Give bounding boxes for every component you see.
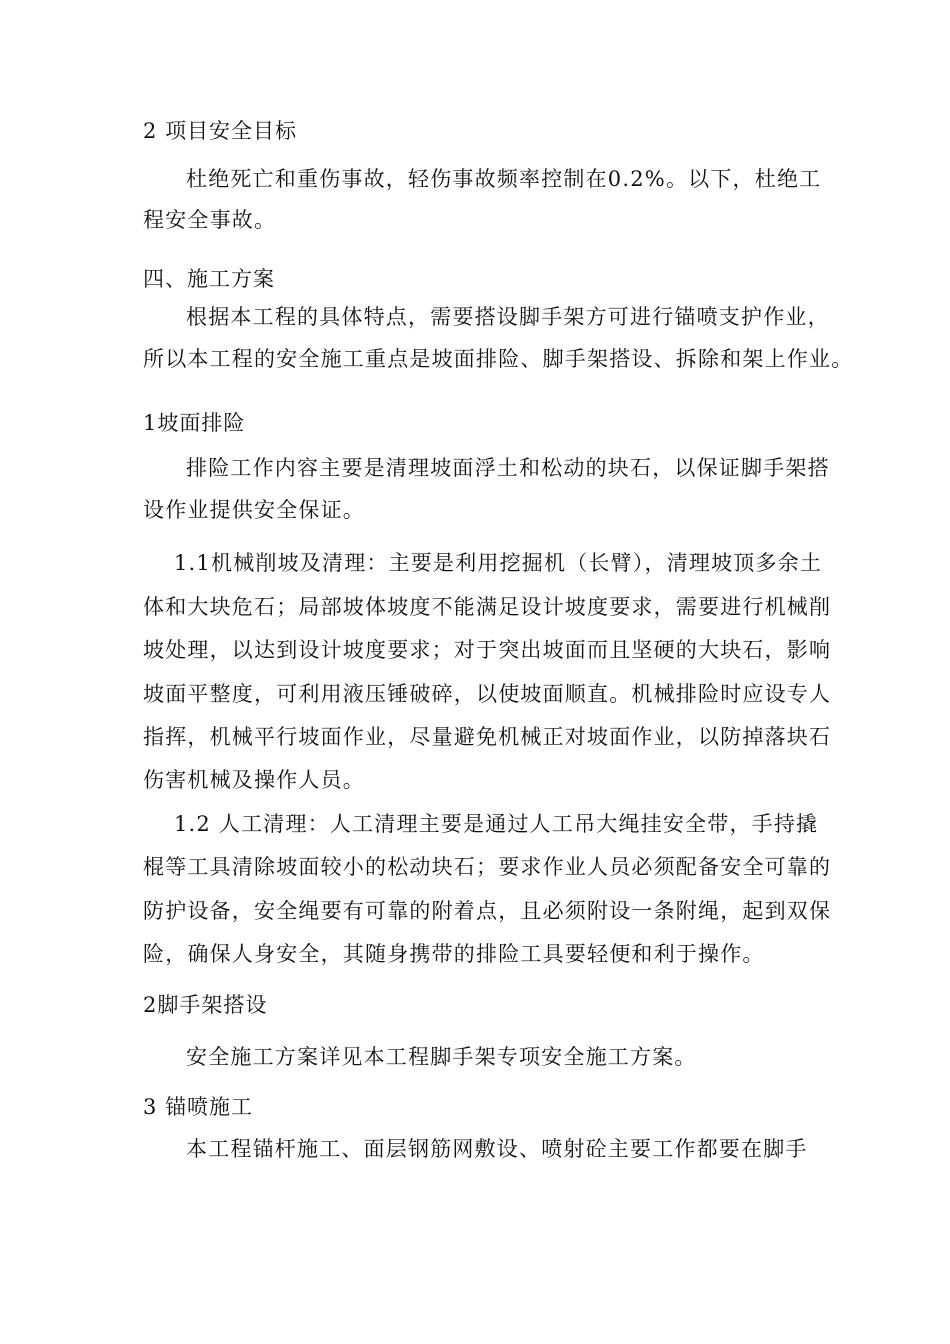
paragraph-line: 伤害机械及操作人员。 (143, 768, 365, 792)
paragraph-line: 体和大块危石；局部坡体坡度不能满足设计坡度要求，需要进行机械削 (143, 595, 832, 619)
heading-construction-plan: 四、施工方案 (143, 267, 275, 291)
heading-slope-clearing (143, 408, 245, 438)
paragraph-line: 排险工作内容主要是清理坡面浮土和松动的块石，以保证脚手架搭 (186, 456, 830, 480)
heading-scaffold (143, 990, 267, 1020)
paragraph-line: 坡面平整度，可利用液压锤破碎，以使坡面顺直。机械排险时应设专人 (143, 682, 832, 706)
paragraph-line: 本工程锚杆施工、面层钢筋网敷设、喷射砼主要工作都要在脚手 (186, 1137, 808, 1161)
heading-safety-goal (143, 116, 297, 146)
heading-text: 坡面排险 (157, 411, 246, 435)
paragraph-line: 棍等工具清除坡面较小的松动块石；要求作业人员必须配备安全可靠的 (143, 855, 832, 879)
heading-text: 锚喷施工 (165, 1095, 254, 1119)
heading-number: 2 (143, 119, 158, 143)
paragraph-line: 1.1机械削坡及清理：主要是利用挖掘机（长臂），清理坡顶多余土 (174, 551, 823, 575)
heading-number: 2 (143, 993, 158, 1017)
paragraph-line: 根据本工程的具体特点，需要搭设脚手架方可进行锚喷支护作业， (186, 305, 830, 329)
heading-number: 1 (143, 411, 158, 435)
heading-number: 3 (143, 1095, 158, 1119)
paragraph-line: 指挥，机械平行坡面作业，尽量避免机械正对坡面作业，以防掉落块石 (143, 725, 832, 749)
paragraph-line: 安全施工方案详见本工程脚手架专项安全施工方案。 (186, 1045, 697, 1069)
paragraph-line: 设作业提供安全保证。 (143, 498, 365, 522)
paragraph-line: 险，确保人身安全，其随身携带的排险工具要轻便和利于操作。 (143, 942, 765, 966)
paragraph-line: 所以本工程的安全施工重点是坡面排险、脚手架搭设、拆除和架上作业。 (143, 347, 854, 371)
heading-text: 项目安全目标 (165, 119, 298, 143)
paragraph-line: 1.2 人工清理：人工清理主要是通过人工吊大绳挂安全带，手持撬 (174, 812, 819, 836)
heading-text: 脚手架搭设 (157, 993, 268, 1017)
paragraph-line: 程安全事故。 (143, 208, 277, 232)
paragraph-line: 防护设备，安全绳要有可靠的附着点，且必须附设一条附绳，起到双保 (143, 899, 832, 923)
heading-anchor-spray (143, 1092, 253, 1122)
paragraph-line: 坡处理，以达到设计坡度要求；对于突出坡面而且坚硬的大块石，影响 (143, 638, 832, 662)
paragraph-line: 杜绝死亡和重伤事故，轻伤事故频率控制在0.2%。以下，杜绝工 (186, 167, 822, 191)
